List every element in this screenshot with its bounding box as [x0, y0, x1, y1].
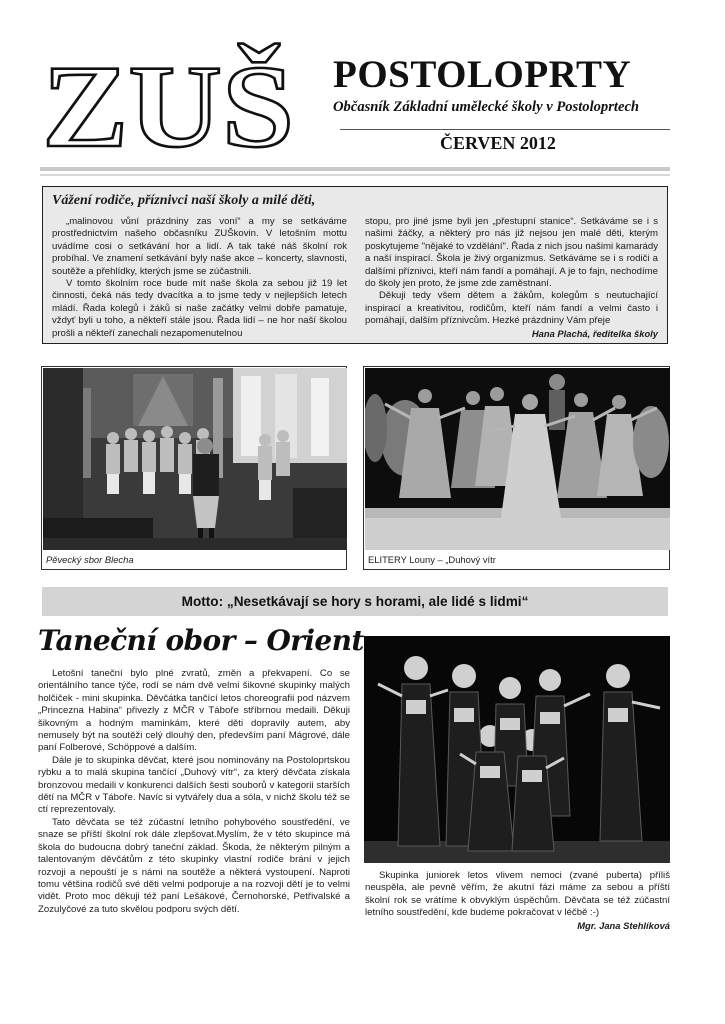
choir-photo-image	[43, 368, 347, 550]
paper-title: POSTOLOPRTY	[333, 53, 632, 96]
article-column-1	[38, 668, 350, 916]
article-signature: Mgr. Jana Stehlíková	[577, 919, 670, 931]
letter-paragraph: V tomto školním roce bude mít naše škola za sebou již 19 let činnosti, čeká nás tedy dvacítka a to jsme tedy v nejlepších letech mládí. Řada kolegů i žáků si naše začátky velmi dobře pamatuje, vždyť byli u toho, a někteří stále jsou. Řada lidí – ne hor naší školou prošli a někteří zanechali nezapomenutelnou	[52, 278, 347, 339]
photo-choir-caption: Pěvecký sbor Blecha	[46, 554, 134, 565]
article-paragraph: Dále je to skupinka děvčat, které jsou nominovány na Postoloprtskou rybku a to malá skupina tančící „Duhový vítr“, za který děvčata získala bronzovou medaili v konkurenci dalších šesti souborů v kategorii starších dětí na MČR v Táboře. Navíc si vytvářely dua a sóla, v nichž školu též se ctí reprezentovaly.	[38, 754, 350, 816]
dance-photo-image	[365, 368, 670, 550]
letter-signature: Hana Plachá, ředitelka školy	[531, 327, 658, 339]
zus-logo	[40, 38, 298, 150]
article-title: Taneční obor – Orient	[38, 624, 364, 657]
editorial-letter	[42, 186, 668, 344]
photo-dance-group	[363, 366, 670, 570]
letter-paragraph: Děkuji tedy všem dětem a žákům, kolegům s neutuchající inspirací a kreativitou, rodičům, kteří nám fandí a velmi často i pomáhají, dalším příznivcům. Hezké prázdniny Vám přeje	[365, 290, 658, 327]
article-column-2	[365, 870, 670, 932]
photo-dance-caption: ELITERY Louny – „Duhový vítr	[368, 554, 496, 565]
article-paragraph: Skupinka juniorek letos vlivem nemoci (zvané puberta) příliš neuspěla, ale pevně věřím, že akutní fázi máme za sebou a příští školní rok se vrátíme k obvyklým úspěchům. Děvčata se též zúčastní letního soustředění, kde budeme pokračovat v léčbě :-)	[365, 870, 670, 919]
photo-orient-dancers	[364, 636, 670, 863]
orient-photo-image	[364, 636, 670, 863]
letter-paragraph: „malinovou vůní prázdniny zas voní“ a my se setkáváme prostřednictvím našeho občasníku ZUŠkovin. V letošním mottu uvádíme cosi o setkávání hor a lidí. A tak také náš školní rok probíhal. Ve znamení setkávání byly naše akce – koncerty, slavnosti, soutěže a přehlídky, kterých jsme se zúčastnili.	[52, 216, 347, 277]
article-paragraph: Tato děvčata se též zúčastní letního pohybového soustředění, ve snaze se příští školní rok dále zlepšovat.Myslím, že v této skupince má škola do budoucna dobrý taneční základ. Škoda, že některým pilným a talentovaným děvčátům z této skupinky vlastní rodiče brání v jejich rozvoji a nepouští je s námi na soutěže a některá vystoupení. Naproti tomu většina rodičů své děti velmi podporuje a na rozvoji dětí je to velmi vidět. Proto moc děkuji též paní Lešákové, Černohorské, Petřivalské a Zozulyčové za tuto skvělou podporu svých dětí.	[38, 816, 350, 915]
letter-column-2	[365, 216, 658, 340]
issue-date: ČERVEN 2012	[440, 133, 556, 153]
paper-subtitle: Občasník Základní umělecké školy v Postoloprtech	[333, 99, 640, 115]
header-rule-thin	[40, 174, 670, 176]
letter-paragraph: stopu, pro jiné jsme byli jen „přestupní stanice“. Setkáváme se i s našimi žáčky, a některý pro nás již nejsou jen malé děti, kterým poskytujeme "nějaké to vzdělání". Řada z nich jsou našimi kamarády a naší inspirací. Škola je živý organizmus. Setkáváme se i s rodiči a dalšími příznivci, kteří nám fandí a pomáhají. A je to fajn, nechodíme do školy jen proto, že jsme zde zaměstnaní.	[365, 216, 658, 290]
title-divider	[340, 129, 670, 130]
article-paragraph: Letošní taneční bylo plné zvratů, změn a překvapení. Co se orientálního tance týče, rodí se nám dvě velmi šikovné skupinky malých holčiček - mini skupinka. Děvčátka tančící letos choreografii pod názvem „Princezna Habina“ přivezly z MČR v Táboře stříbrnou medaili. Děkuji šikovným a hodným maminkám, které děti dopravily autem, aby nemusely být na soutěži celý dlouhý den, především paní Mágrové, dále paní Folberové, Schöppové a dalším.	[38, 668, 350, 754]
letter-heading: Vážení rodiče, příznivci naší školy a milé děti,	[52, 193, 316, 208]
header-rule-thick	[40, 167, 670, 171]
zus-logo-text: ZUŠ	[42, 41, 294, 150]
photo-choir	[41, 366, 347, 570]
motto-banner: Motto: „Nesetkávají se hory s horami, ale lidé s lidmi“	[42, 587, 668, 616]
letter-column-1	[52, 216, 347, 340]
